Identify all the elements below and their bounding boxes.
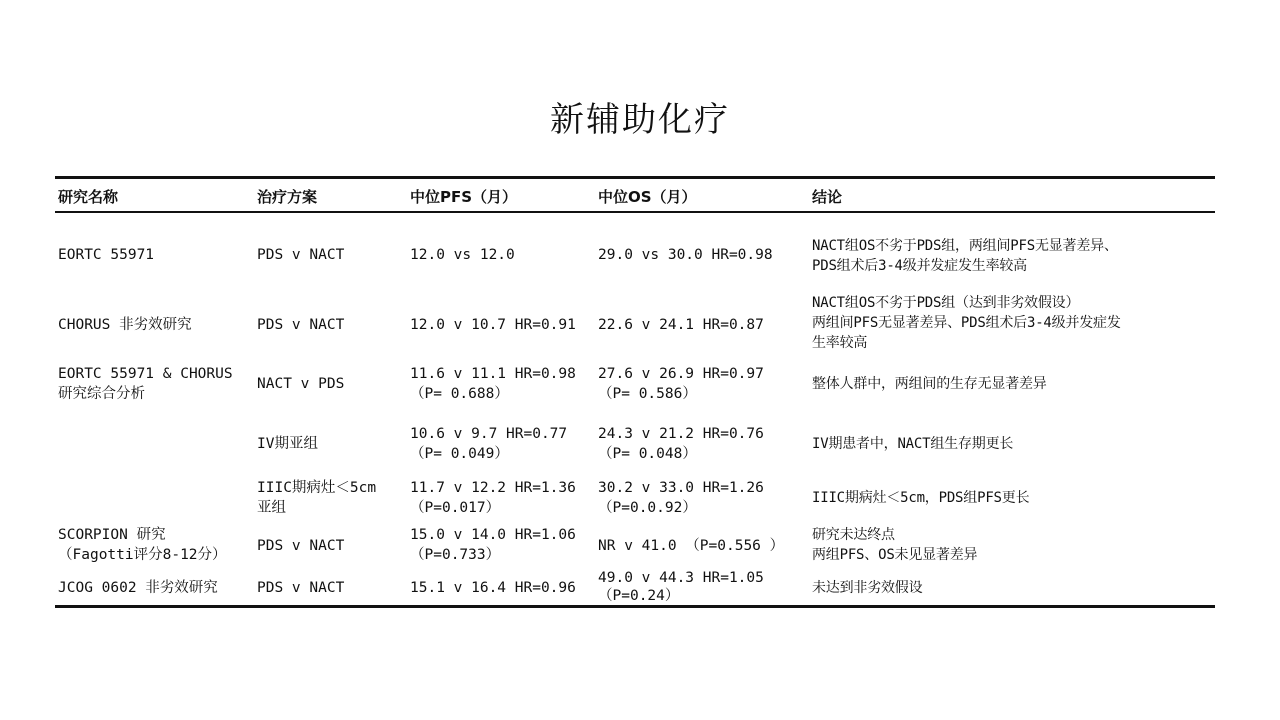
cell-os: 24.3 v 21.2 HR=0.76 （P= 0.048） bbox=[598, 426, 764, 462]
header-study-name: 研究名称 bbox=[58, 188, 119, 206]
header-median-pfs: 中位PFS（月） bbox=[410, 188, 518, 206]
table-header-rule bbox=[55, 211, 1215, 213]
cell-conclusion: IIIC期病灶＜5cm，PDS组PFS更长 bbox=[812, 490, 1030, 506]
cell-pfs: 11.6 v 11.1 HR=0.98 （P= 0.688） bbox=[410, 366, 576, 402]
header-median-os: 中位OS（月） bbox=[598, 188, 697, 206]
cell-pfs: 12.0 vs 12.0 bbox=[410, 247, 515, 263]
cell-os: 29.0 vs 30.0 HR=0.98 bbox=[598, 247, 773, 263]
table-bottom-rule bbox=[55, 605, 1215, 608]
cell-os: 27.6 v 26.9 HR=0.97 （P= 0.586） bbox=[598, 366, 764, 402]
cell-pfs: 11.7 v 12.2 HR=1.36 （P=0.017） bbox=[410, 480, 576, 516]
cell-regimen: PDS v NACT bbox=[257, 580, 345, 596]
cell-study: CHORUS 非劣效研究 bbox=[58, 317, 192, 333]
cell-regimen: PDS v NACT bbox=[257, 317, 345, 333]
cell-regimen: PDS v NACT bbox=[257, 538, 345, 554]
table-header bbox=[0, 186, 1280, 208]
cell-conclusion: 整体人群中，两组间的生存无显著差异 bbox=[812, 376, 1047, 392]
cell-conclusion: IV期患者中，NACT组生存期更长 bbox=[812, 436, 1014, 452]
cell-pfs: 12.0 v 10.7 HR=0.91 bbox=[410, 317, 576, 333]
cell-os: NR v 41.0 （P=0.556 ） bbox=[598, 538, 785, 554]
cell-regimen: IIIC期病灶＜5cm 亚组 bbox=[257, 480, 377, 516]
cell-os: 22.6 v 24.1 HR=0.87 bbox=[598, 317, 764, 333]
cell-pfs: 10.6 v 9.7 HR=0.77 （P= 0.049） bbox=[410, 426, 568, 462]
table-top-rule bbox=[55, 176, 1215, 179]
cell-regimen: IV期亚组 bbox=[257, 436, 318, 452]
cell-os: 49.0 v 44.3 HR=1.05 （P=0.24） bbox=[598, 570, 764, 604]
cell-conclusion: NACT组OS不劣于PDS组（达到非劣效假设） 两组间PFS无显著差异、PDS组术后3-4级并发症发 生率较高 bbox=[812, 295, 1121, 351]
cell-os: 30.2 v 33.0 HR=1.26 （P=0.0.92） bbox=[598, 480, 764, 516]
cell-study: EORTC 55971 bbox=[58, 247, 155, 263]
page-title: 新辅助化疗 bbox=[550, 100, 730, 140]
cell-study: EORTC 55971 & CHORUS 研究综合分析 bbox=[58, 366, 233, 402]
cell-regimen: NACT v PDS bbox=[257, 376, 345, 392]
cell-study: SCORPION 研究 （Fagotti评分8-12分） bbox=[58, 527, 227, 563]
header-regimen: 治疗方案 bbox=[257, 188, 318, 206]
header-conclusion: 结论 bbox=[812, 188, 843, 206]
cell-regimen: PDS v NACT bbox=[257, 247, 345, 263]
cell-conclusion: 未达到非劣效假设 bbox=[812, 580, 923, 596]
cell-pfs: 15.1 v 16.4 HR=0.96 bbox=[410, 580, 576, 596]
cell-study: JCOG 0602 非劣效研究 bbox=[58, 580, 218, 596]
cell-conclusion: 研究未达终点 两组PFS、OS未见显著差异 bbox=[812, 527, 978, 563]
cell-pfs: 15.0 v 14.0 HR=1.06 （P=0.733） bbox=[410, 527, 576, 563]
cell-conclusion: NACT组OS不劣于PDS组，两组间PFS无显著差异、 PDS组术后3-4级并发症发生率较高 bbox=[812, 238, 1118, 274]
